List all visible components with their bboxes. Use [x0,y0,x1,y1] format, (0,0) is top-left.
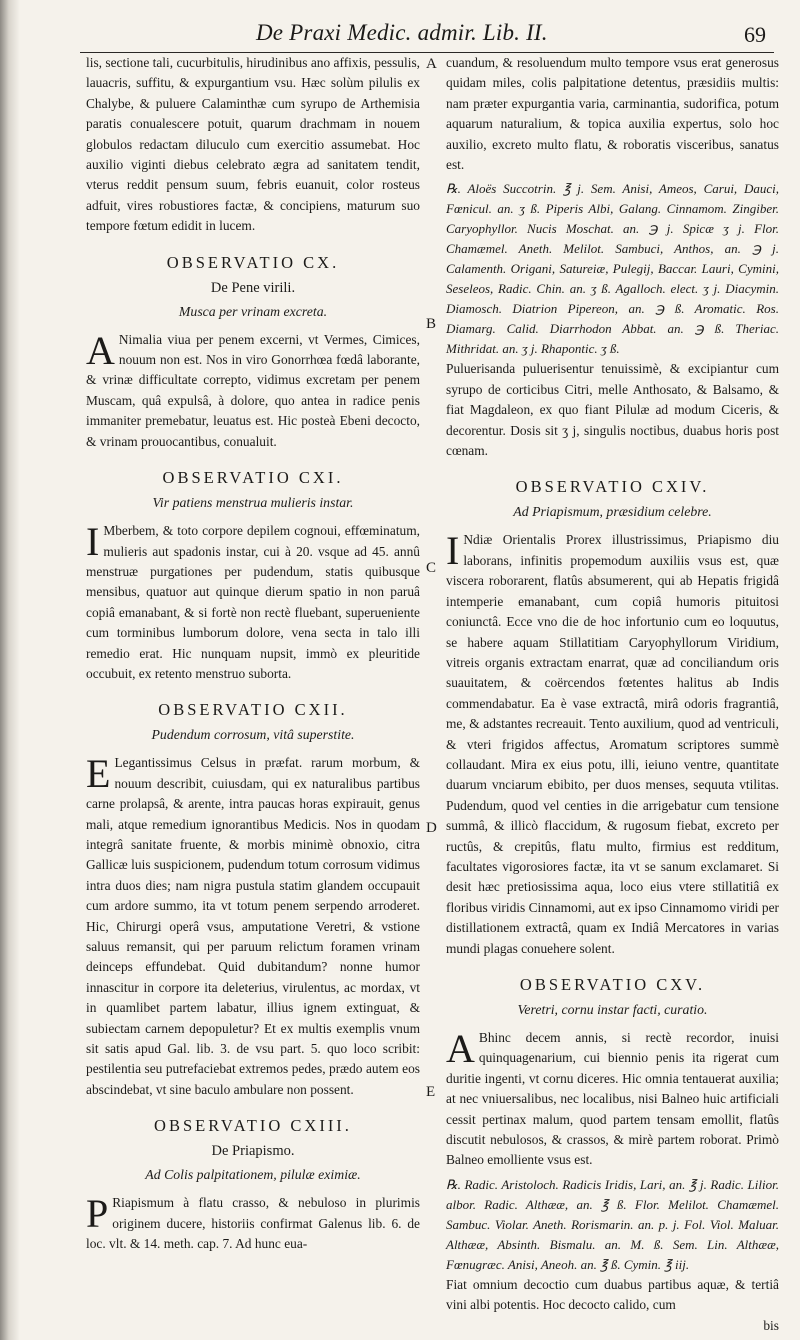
paragraph: lis, sectione tali, cucurbitulis, hirudinibus ano affixis, pessulis, lauacris, suffitu, & expurgantium vsu. Hæc solùm pilulis ex Chalybe, & puluere Calaminthæ cum syrupo de Arthemisia paratis conualescere potuit, quarum drachmam in nouem globulos redactam diluculo cum exercitio assumebat. Hoc auxilio viginti diebus celebrato ægra ad sanitatem tendit, vterus reddit pensum suum, febris euanuit, color rosteus adfuit, vires robustiores factæ, & concipiens, maturum suo tempore fœtum edidit in lucem. [86,55,420,234]
paragraph: Puluerisanda puluerisentur tenuissimè, & excipiantur cum syrupo de corticibus Citri, melle Anthosato, & Balsamo, & fiat Magdaleon, ex quo fiant Pilulæ ad modum Ciceris, & decorentur. Dosis sit ʒ j, singulis noctibus, duabus horis post cœnam. [446,361,779,459]
section-title: OBSERVATIO CXIII. [154,1116,352,1136]
margin-letter-b: B [426,316,437,332]
paragraph [446,530,779,959]
section-title: OBSERVATIO CXII. [158,700,348,720]
paragraph: cuandum, & resoluendum multo tempore vsus erat generosus quidam miles, colis palpitatione detentus, præsidiis multis: nam præter expurgantia varia, carminantia, sudorifica, potum aquarum naturalium, & topica auxilia expertus, solo hoc auxilio, excreto multo flatu, & roboratis visceribus, sanatus est. [446,55,779,173]
paragraph [86,753,420,1100]
drop-cap: E [86,751,111,797]
section-heading-italic: Ad Priapismum, præsidium celebre. [513,504,712,520]
recipe: ℞. Aloës Succotrin. ℥ j. Sem. Anisi, Ameos, Carui, Dauci, Fœnicul. an. ʒ ß. Piperis Albi, Galang. Cinnamom. Zingiber. Caryophyllor. Nucis Moschat. an. ℈ j. Spicæ ʒ j. Flor. Chamæmel. Aneth. Melilot. Sambuci, Anthos, an. ℈ j. Calamenth. Origani, Satureiæ, Pulegij, Baccar. Lauri, Cymini, Seseleos, Radic. Chin. an. ʒ ß. Agalloch. elect. ʒ j. Diacymin. Diamosch. Diatrion Pipereon, an. ℈ ß. Aromatic. Ros. Diamarg. Calid. Diarrhodon Abbat. an. ℈ ß. Theriac. Mithridat. an. ʒ j. Rhapontic. ʒ ß. [446,181,779,357]
right-column [446,53,779,1336]
drop-cap: P [86,1191,109,1237]
running-head: De Praxi Medic. admir. Lib. II. [256,20,548,45]
section-title: OBSERVATIO CXIV. [515,477,710,497]
margin-letter-e: E [426,1084,436,1100]
paragraph-text: Legantissimus Celsus in præfat. rarum morbum, & nouum describit, cuiusdam, qui ex naturalibus partibus carne prolapsâ, & arente, intra paucas horas expirauit, genus mali, atque remedium ignorantibus Medicis. Nos in quodam integrâ sanitate fruente, & morbis minimè obnoxio, citra Gallicæ luis suspicionem, pudendum totum corrosum vidimus intra duos dies; nam nigra pustula statim glandem occupauit cum ardore summo, ita vt totum penem serpendo arroderet. Hic, Chirurgi operâ vsus, amputatione Veretri, & vstione saluus remansit, qui per paruum relictum foramen vrinam deinceps effundebat. Quid dubitandum? nonne humor innascitur in corpore ita deleterius, virulentus, ac mordax, vt in quamlibet partem labatur, illius ignem extinguat, & subiectam carnem depopuletur? Et ex multis exemplis vnum sit satis apud Gal. lib. 3. de vsu part. 5. quo loco scribit: pestilentia seu putrefaciebat extremos pedes, prædo autem eos abscindebat, vt sine baculo ambulare non possent. [86,755,420,1097]
margin-letter-a: A [426,56,437,72]
section-heading-italic: Vir patiens menstrua mulieris instar. [152,495,354,511]
section-heading-italic: Pudendum corrosum, vitâ superstite. [151,727,355,743]
section-subtitle: De Priapismo. [211,1143,295,1160]
margin-letter-c: C [426,560,437,576]
paragraph-text: Nimalia viua per penem excerni, vt Vermes, Cimices, nouum non est. Nos in viro Gonorrhœa fœdâ laborante, & vrinæ difficultate correpto, vidimus excretam per penem Muscam, quâ expulsâ, à dolore, quo antea in radice penis immaniter premebatur, leuatus est. Hic posteà Ebeni decocto, & vrinam prouocantibus, conualuit. [86,331,420,449]
section-heading-italic: Veretri, cornu instar facti, curatio. [517,1002,708,1017]
margin-letter-d: D [426,820,437,836]
binding-gutter [0,0,20,1340]
drop-cap: I [446,528,460,574]
drop-cap: A [446,1026,475,1071]
section-title: OBSERVATIO CX. [166,252,340,272]
paragraph-text: Mberbem, & toto corpore depilem cognoui, effœminatum, mulieris aut spadonis instar, cui à 20. vsque ad 45. annû menstruæ purgationes per pudendum, statis quibusque mensibus, quatuor aut quinque dierum spatio in non paruâ copiâ emanabant, & si fortè non rectè fluebant, superueniente cum torminibus lumborum dolore, vena secta in talo illi remedio erat. Hic nunquam nupsit, immò ex pleuritide occubuit, ex retento menstruo suborta. [86,523,420,681]
recipe: ℞. Radic. Aristoloch. Radicis Iridis, Lari, an. ℥ j. Radic. Lilior. albor. Radic. Althææ, an. ℥ ß. Flor. Melilot. Chamæmel. Sambuc. Violar. Aneth. Rorismarin. an. p. j. Fol. Viol. Maluar. Althææ, Absinth. Bismalu. an. M. ß. Sem. Lin. Althææ, Fœnugræc. Anisi, Aneoh. an. ℥ ß. Cymin. ℥ iij. [446,1176,779,1272]
catchword: bis [763,1317,779,1333]
paragraph-text: Riapismum à flatu crasso, & nebuloso in plurimis originem ducere, historiis confirmat Galenus lib. 6. de loc. vlt. & 14. meth. cap. 7. Ad hunc eua- [86,1195,420,1252]
section-heading-italic: Ad Colis palpitationem, pilulæ eximiæ. [145,1167,361,1183]
paragraph-text: Ndiæ Orientalis Prorex illustrissimus, Priapismo diu laborans, infinitis propemodum auxiliis vsus est, quæ viscera roborarent, flatûs absumerent, qui ab Hepatis frigidâ intemperie emanabant, cum copiâ humoris pituitosi coniunctâ. Ecce vno die de hoc infortunio cum eo loquutus, se habere aquam Stillatitiam Caryophyllorum Viridium, vitreis organis extractam enarrat, quæ ad conciliandum oris suauitatem, & coërcendos fœtentes halitus ab Indis commendabatur. Ea è vase extractâ, mirâ odoris fragrantiâ, me, & adstantes recreauit. Tento auxilium, quod ad ventriculi, & vteri frigidos affectus, Aromatum scriptores summè collaudant. Mira ex eius potu, illi, ieiuno ventre, quantitate duarum vnciarum ebibito, per duos menses, sequuta vtilitas. Pudendum, quod vel centies in die arrigebatur cum tensione summâ, & illicò flaccidum, & rugosum fiebat, excreto per ructûs, & crepitûs, flatu multo, firmius est redditum, facultates vigorosiores factæ, ita vt se sanum exclamaret. Si desit hæc pretiosissima aqua, loco eius vtere stillatitiâ ex floribus viridis Cinnamomi, aut ex ipso Cinnamomo viridi per distillationem extractâ, quam ex Indiâ Mercatores in varias mundi plagas conuehere solent. [446,532,779,956]
paragraph [86,521,420,684]
paragraph [86,327,420,452]
section-heading-italic: Musca per vrinam excreta. [178,303,328,319]
section-subtitle: De Pene virili. [210,279,296,296]
paragraph [86,1193,420,1254]
section-title: OBSERVATIO CXV. [519,975,706,994]
page-number: 69 [744,22,766,47]
paragraph-text: Bhinc decem annis, si rectè recordor, inuisi quinquagenarium, cui biennio penis ita rigerat cum duritie ingenti, vt cornu diceres. Hic omnia tentauerat auxilia; at nec vniuersalibus, nec localibus, nisi Balneo huic artificiali cessit pertinax malum, quod partem tensam emollit, flatûs discutit nebulosos, & crassos, & mirè partem roborat. Primò Balneo emolliente vsus est. [446,1030,779,1168]
section-title: OBSERVATIO CXI. [162,468,344,488]
drop-cap: I [86,519,100,565]
drop-cap: A [86,327,115,373]
left-column [86,53,420,1254]
paragraph: Fiat omnium decoctio cum duabus partibus aquæ, & tertiâ vini albi potentis. Hoc decocto calido, cum [446,1276,779,1313]
paragraph [446,1028,779,1171]
